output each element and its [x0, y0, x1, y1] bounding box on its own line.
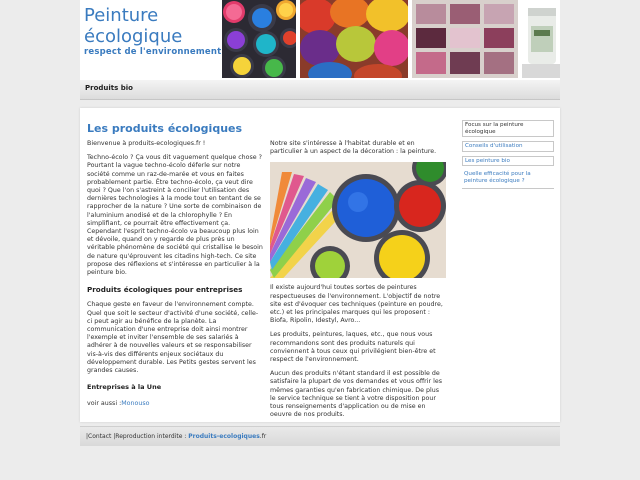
voir-aussi-label: voir aussi : — [87, 400, 122, 408]
sidebar — [462, 120, 554, 189]
footer-brand-link[interactable]: Produits-ecologiques — [188, 433, 260, 440]
paint-types-paragraph: Il existe aujourd'hui toutes sortes de peintures respectueuses de l'environnement. L'objectif de notre site est d'évoquer ces techniques (peinture en poudre, etc.) et les principales marques qui les proposent : Biofa, Ripolin, Idestyl, Avro... — [270, 284, 443, 325]
sidebar-item-efficacite[interactable]: Quelle efficacité pour la peinture écologique ? — [462, 170, 554, 188]
enterprises-paragraph: Chaque geste en faveur de l'environnement compte. Quel que soit le secteur d'activité d'une société, celle-ci peut agir au bénéfice de la planète. La communication d'une entreprise doit ainsi montrer l'exemple et inviter l'ensemble de ses salariés à adhérer à de nouvelles valeurs et se responsabiliser vis-à-vis des différents enjeux sociétaux du développement durable. Les Petits gestes servent les grandes causes. — [87, 301, 259, 375]
paint-swatches-image — [270, 162, 446, 278]
service-paragraph: Aucun des produits n'étant standard il est possible de satisfaire la plupart de vos demandes et vous offrir les mêmes garanties qu'en fabrication chimique. De plus le service technique se tient à votre disposition pour tous renseignements d'application ou de mise en oeuvre de nos produits. — [270, 370, 443, 419]
site-intro-paragraph: Notre site s'intéresse à l'habitat durable et en particulier à un aspect de la décoration : la peinture. — [270, 140, 437, 156]
content-area — [80, 108, 560, 422]
intro-paragraph: Techno-écolo ? Ça vous dit vaguement quelque chose ? Pourtant la vague techno-écolo déferle sur notre société comme un raz-de-marée et vous en faites probablement partie. Être techno-écolo, ça veut dire quoi ? Que l'on s'astreint à concilier l'utilisation des dernières technologies à la mode tout en tentant de se rapprocher de la nature ? Une sorte de combinaison de l'aluminium anodisé et de la chlorophylle ? En simplifiant, ce pourrait être effectivement ça. Cependant l'esprit techno-écolo va beaucoup plus loin et dévoile, quand on y regarde de plus près un véritable phénomène de société qui cristallise le besoin de nature qu'éprouvent les citadins high-tech. Ce site propose des réflexions et s'intéresse en particulier à la peinture bio. — [87, 154, 263, 277]
monouso-link[interactable]: Monouso — [121, 400, 150, 408]
paint-cans-header-image — [222, 0, 296, 78]
main-nav — [80, 80, 560, 100]
footer-links[interactable]: |Contact |Reproduction interdite : — [86, 433, 189, 440]
site-title[interactable] — [84, 5, 224, 47]
color-palette-header-image — [412, 0, 518, 78]
natural-products-paragraph: Les produits, peintures, laques, etc., que nous vous recommandons sont des produits naturels qui conviennent à tous ceux qui privilégient bien-être et respect de l'environnement. — [270, 331, 436, 364]
site-title-line2[interactable]: écologique — [84, 26, 183, 47]
welcome-text: Bienvenue à produits-ecologiques.fr ! — [87, 140, 206, 147]
main-column-right — [270, 140, 446, 425]
voir-aussi — [87, 400, 263, 408]
header — [80, 0, 560, 80]
sidebar-item-conseils[interactable]: Conseils d'utilisation — [462, 141, 554, 152]
page — [80, 0, 560, 480]
footer — [80, 426, 560, 446]
section-heading-une: Entreprises à la Une — [87, 383, 162, 392]
main-column-left — [87, 140, 263, 409]
footer-text — [86, 433, 266, 440]
pigment-powders-header-image — [300, 0, 408, 78]
sidebar-item-peinture-bio[interactable]: Les peinture bio — [462, 156, 554, 167]
site-title-line1[interactable]: Peinture — [84, 5, 159, 26]
section-heading-enterprises: Produits écologiques pour entreprises — [87, 285, 243, 295]
site-tagline: respect de l'environnement — [84, 47, 222, 57]
sidebar-item-focus[interactable]: Focus sur la peinture écologique — [462, 120, 554, 137]
footer-domain-suffix: .fr — [259, 433, 267, 440]
nav-item-produits-bio[interactable]: Produits bio — [85, 84, 133, 92]
paint-pot-header-image — [522, 0, 560, 78]
page-title: Les produits écologiques — [87, 122, 243, 135]
